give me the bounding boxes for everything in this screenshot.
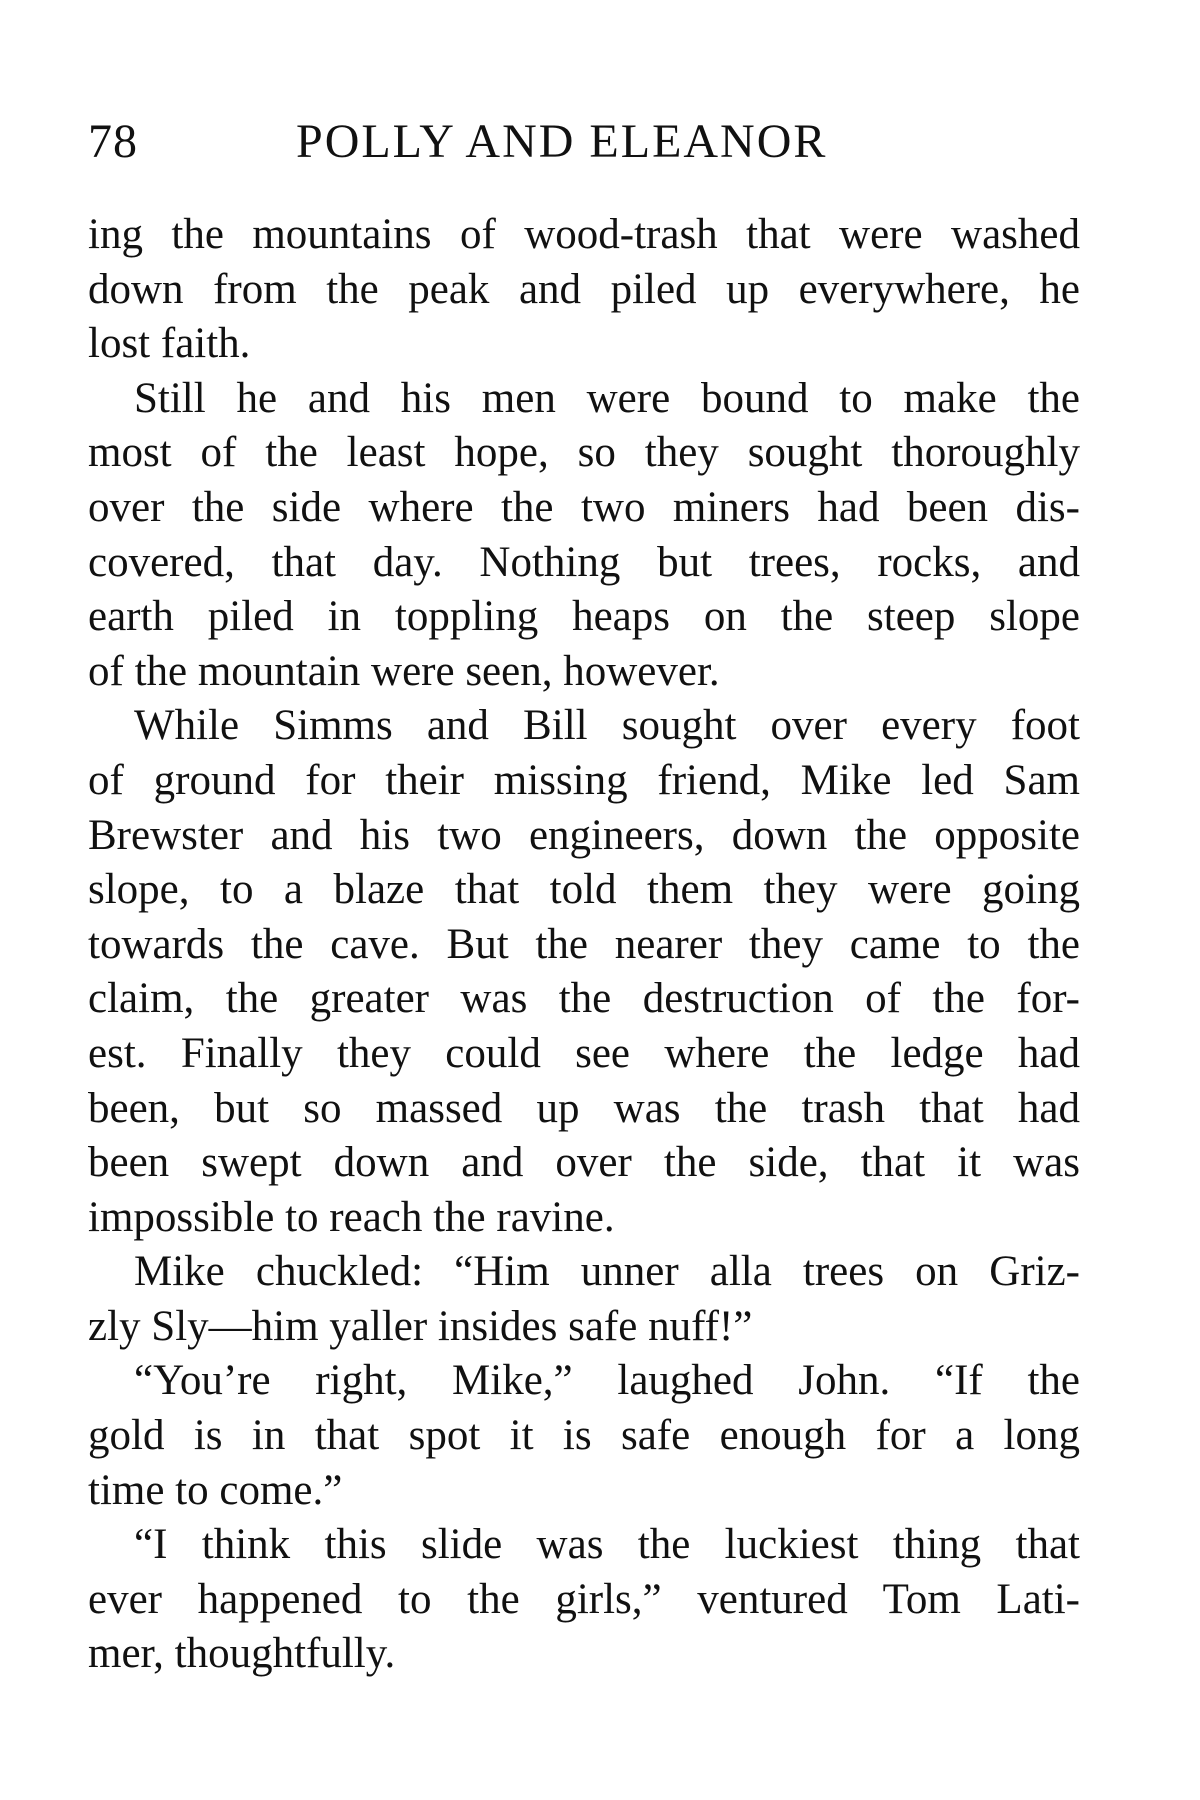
text-line: most of the least hope, so they sought thoroughly xyxy=(88,429,1080,477)
text-line: over the side where the two miners had been dis- xyxy=(88,483,1080,531)
text-line: covered, that day. Nothing but trees, rocks, and xyxy=(88,538,1080,586)
page-number: 78 xyxy=(88,115,138,168)
text-line: Brewster and his two engineers, down the opposite xyxy=(88,811,1080,859)
text-line: slope, to a blaze that told them they were going xyxy=(88,866,1080,914)
text-line: been, but so massed up was the trash that had xyxy=(88,1084,1080,1132)
text-line: lost faith. xyxy=(88,320,251,368)
text-line: towards the cave. But the nearer they came to the xyxy=(88,920,1080,968)
text-line: mer, thoughtfully. xyxy=(88,1630,396,1678)
text-line: impossible to reach the ravine. xyxy=(88,1193,615,1241)
text-line: Still he and his men were bound to make the xyxy=(134,374,1080,422)
text-line: “I think this slide was the luckiest thing that xyxy=(134,1521,1080,1569)
text-line: “You’re right, Mike,” laughed John. “If the xyxy=(134,1357,1080,1405)
text-line: claim, the greater was the destruction of the for- xyxy=(88,975,1080,1023)
text-line: gold is in that spot it is safe enough for a long xyxy=(88,1412,1080,1460)
text-line: time to come.” xyxy=(88,1466,343,1514)
body-text xyxy=(88,208,1080,1682)
text-line: zly Sly—him yaller insides safe nuff!” xyxy=(88,1302,753,1350)
text-line: of the mountain were seen, however. xyxy=(88,647,720,695)
text-line: down from the peak and piled up everywhere, he xyxy=(88,265,1080,313)
text-line: ever happened to the girls,” ventured Tom Lati- xyxy=(88,1575,1080,1623)
text-line: est. Finally they could see where the ledge had xyxy=(88,1029,1080,1077)
text-line: of ground for their missing friend, Mike led Sam xyxy=(88,756,1080,804)
text-line: earth piled in toppling heaps on the steep slope xyxy=(88,593,1080,641)
running-head xyxy=(88,112,1088,172)
book-title: POLLY AND ELEANOR xyxy=(296,115,828,168)
text-line: Mike chuckled: “Him unner alla trees on Griz- xyxy=(134,1248,1080,1296)
text-line: ing the mountains of wood-trash that were washed xyxy=(88,211,1080,258)
text-line: While Simms and Bill sought over every foot xyxy=(134,702,1080,750)
text-line: been swept down and over the side, that it was xyxy=(88,1139,1080,1187)
